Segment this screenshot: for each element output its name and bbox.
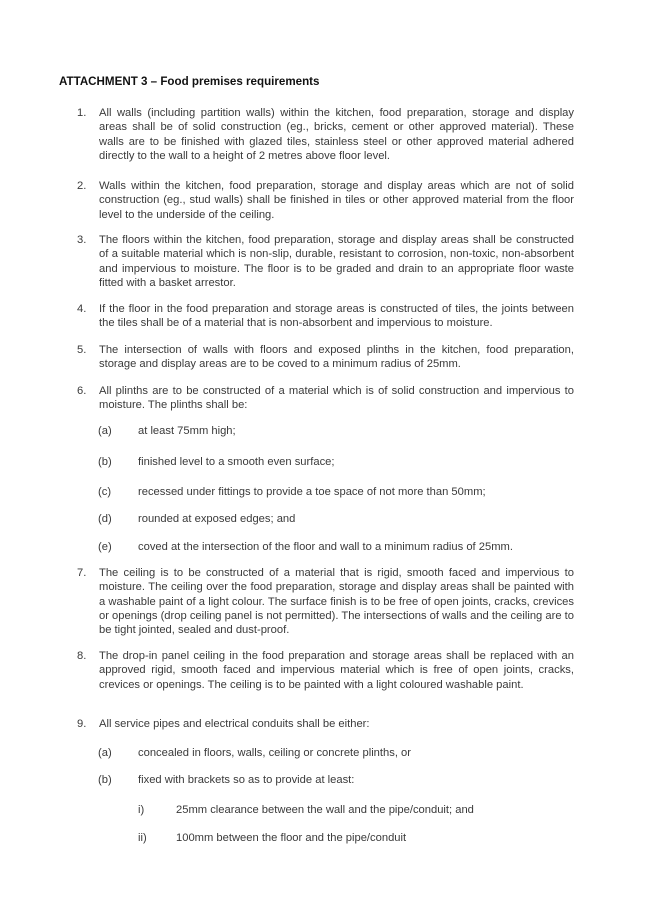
item-number: 6.: [77, 385, 87, 397]
item-text: All walls (including partition walls) within the kitchen, food preparation, storage and display areas shall be of solid construction (eg., bricks, cement or other approved material). These walls are to be finished with glazed tiles, stainless steel or other approved material adhered directly to the wall to a height of 2 metres above floor level.: [99, 107, 574, 162]
page-heading: ATTACHMENT 3 – Food premises requirements: [59, 75, 320, 88]
subitem-label: (b): [98, 456, 112, 468]
item-text: The ceiling is to be constructed of a material that is rigid, smooth faced and impervious to moisture. The ceiling over the food preparation, storage and display areas shall be painted with a washable paint of a light colour. The surface finish is to be free of open joints, cracks, crevices or openings (drop ceiling panel is not permitted). The intersections of walls and the ceiling are to be tight jointed, sealed and dust-proof.: [99, 567, 574, 637]
requirement-item: [77, 384, 574, 413]
item-number: 7.: [77, 567, 87, 579]
subitem-text: rounded at exposed edges; and: [138, 513, 296, 525]
requirement-item: [77, 106, 574, 163]
item-number: 2.: [77, 180, 87, 192]
requirement-item: [77, 717, 574, 731]
item-number: 5.: [77, 344, 87, 356]
item-text: All plinths are to be constructed of a material which is of solid construction and impervious to moisture. The plinths shall be:: [99, 385, 574, 412]
subitem-text: concealed in floors, walls, ceiling or concrete plinths, or: [138, 747, 411, 759]
subitem-label: (a): [98, 747, 112, 759]
subitem-label: (b): [98, 774, 112, 786]
item-text: Walls within the kitchen, food preparation, storage and display areas which are not of solid construction (eg., stud walls) shall be finished in tiles or other approved material from the floor level to the underside of the ceiling.: [99, 180, 574, 221]
item-number: 3.: [77, 234, 87, 246]
item-text: All service pipes and electrical conduits shall be either:: [99, 718, 370, 730]
requirement-item: [77, 343, 574, 372]
item-number: 9.: [77, 718, 87, 730]
subitem-text: 25mm clearance between the wall and the pipe/conduit; and: [176, 804, 474, 816]
requirement-item: [77, 649, 574, 692]
subitem-label: (c): [98, 486, 112, 498]
item-text: The intersection of walls with floors and exposed plinths in the kitchen, food preparation, storage and display areas are to be coved to a minimum radius of 25mm.: [99, 344, 574, 371]
requirement-item: [77, 302, 574, 331]
subitem-text: coved at the intersection of the floor and wall to a minimum radius of 25mm.: [138, 541, 513, 553]
subitem-label: i): [138, 804, 145, 816]
item-text: The drop-in panel ceiling in the food preparation and storage areas shall be replaced with an approved rigid, smooth faced and impervious material which is free of open joints, cracks, crevices or openings. The ceiling is to be painted with a light coloured washable paint.: [99, 650, 574, 691]
subitem-text: recessed under fittings to provide a toe space of not more than 50mm;: [138, 486, 486, 498]
requirement-item: [77, 566, 574, 637]
item-number: 4.: [77, 303, 87, 315]
item-text: If the floor in the food preparation and storage areas is constructed of tiles, the joints between the tiles shall be of a material that is non-absorbent and impervious to moisture.: [99, 303, 574, 330]
subitem-label: ii): [138, 832, 147, 844]
subitem-text: at least 75mm high;: [138, 425, 236, 437]
requirement-item: [77, 233, 574, 290]
subitem-label: (e): [98, 541, 112, 553]
subitem-text: 100mm between the floor and the pipe/conduit: [176, 832, 407, 844]
item-number: 1.: [77, 107, 87, 119]
requirement-item: [77, 179, 574, 222]
item-number: 8.: [77, 650, 87, 662]
subitem-text: fixed with brackets so as to provide at least:: [138, 774, 355, 786]
subitem-label: (a): [98, 425, 112, 437]
subitem-label: (d): [98, 513, 112, 525]
subitem-text: finished level to a smooth even surface;: [138, 456, 335, 468]
item-text: The floors within the kitchen, food preparation, storage and display areas shall be constructed of a suitable material which is non-slip, durable, resistant to corrosion, non-toxic, non-absorbent and impervious to moisture. The floor is to be graded and drain to an appropriate floor waste fitted with a basket arrestor.: [99, 234, 574, 289]
